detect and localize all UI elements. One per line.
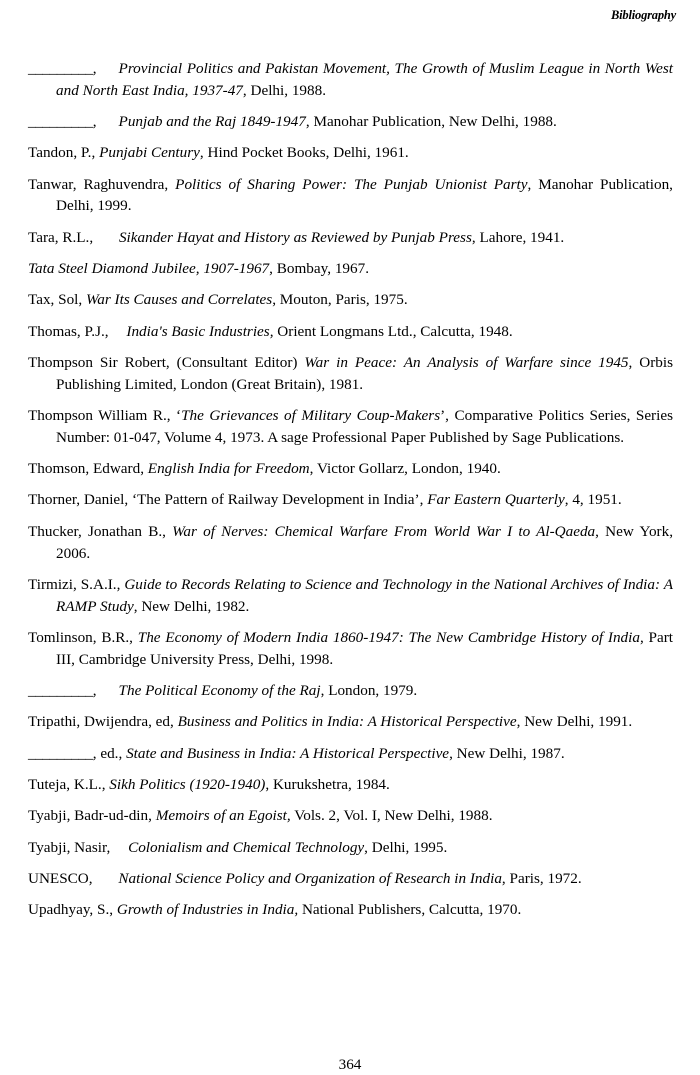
entry-author: Tara, R.L., xyxy=(28,228,97,246)
entry-tail: ’, Comparative Politics Series, Series Number: 01-047, Volume 4, 1973. A sage Professional Paper Published by Sage Publications. xyxy=(56,407,673,446)
entry-title: The Grievances of Military Coup-Makers xyxy=(181,407,441,425)
entry-author: Tripathi, Dwijendra, ed, xyxy=(28,713,178,731)
bibliography-entry xyxy=(28,174,673,218)
entry-tail: , Delhi, 1995. xyxy=(364,838,448,856)
bibliography-entry xyxy=(28,352,673,396)
entry-author: Tomlinson, B.R., xyxy=(28,628,138,646)
bibliography-entry xyxy=(28,227,673,249)
entry-tail: , Orbis Publishing Limited, London (Great Britain), 1981. xyxy=(56,353,674,393)
entry-title: Politics of Sharing Power: The Punjab Unionist Party xyxy=(175,175,528,193)
entry-author: Thucker, Jonathan B., xyxy=(28,522,173,540)
entry-lead: , ed., xyxy=(92,744,123,762)
entry-title: Business and Politics in India: A Historical Perspective xyxy=(177,713,517,731)
entry-lead: , xyxy=(92,113,97,131)
bibliography-entry xyxy=(28,743,673,765)
entry-tail: , New York, 2006. xyxy=(56,522,673,562)
bibliography-entry xyxy=(28,405,673,449)
author-blank: _________ xyxy=(28,60,93,77)
entry-title: Memoirs of an Egoist, xyxy=(155,807,291,825)
entry-title: War in Peace: An Analysis of Warfare since 1945 xyxy=(304,353,629,371)
bibliography-entry xyxy=(28,458,673,480)
bibliography-entry xyxy=(28,58,673,102)
entry-title: The Political Economy of the Raj xyxy=(118,682,321,700)
entry-tail: , Victor Gollarz, London, 1940. xyxy=(309,460,501,478)
entry-author: UNESCO, xyxy=(28,869,97,887)
entry-tail: , Part III, Cambridge University Press, Delhi, 1998. xyxy=(56,628,674,668)
bibliography-entry xyxy=(28,289,673,311)
entry-author: Thomas, P.J., xyxy=(28,322,113,340)
entry-tail: , Mouton, Paris, 1975. xyxy=(272,291,408,309)
entry-title: India's Basic Industries, xyxy=(126,322,274,340)
page-number: 364 xyxy=(338,1056,362,1073)
entry-author: Tax, Sol, xyxy=(28,291,86,309)
entry-author: Thomson, Edward, xyxy=(28,460,148,478)
entry-author: Thompson William R., ‘ xyxy=(28,407,182,425)
bibliography-entry xyxy=(28,680,673,702)
entry-tail: , Kurukshetra, 1984. xyxy=(265,775,390,793)
entry-title: State and Business in India: A Historical Perspective xyxy=(126,744,450,762)
entry-title: Punjabi Century xyxy=(99,144,200,162)
author-blank: _________ xyxy=(28,744,93,762)
bibliography-entry-list xyxy=(28,58,673,930)
running-head-bibliography: Bibliography xyxy=(611,8,676,22)
bibliography-entry xyxy=(28,774,673,796)
bibliography-entry xyxy=(28,627,673,671)
entry-tail: , Manohar Publication, Delhi, 1999. xyxy=(56,175,673,215)
entry-tail: , Hind Pocket Books, Delhi, 1961. xyxy=(199,144,409,162)
entry-title: Guide to Records Relating to Science and Technology in the National Archives of India: A RAMP Study xyxy=(56,575,673,615)
bibliography-entry xyxy=(28,321,673,343)
entry-title: Provincial Politics and Pakistan Movement, The Growth of Muslim League in North West and North East India, 1937-47 xyxy=(56,60,673,99)
entry-title: Tata Steel Diamond Jubilee, 1907-1967 xyxy=(28,260,270,278)
bibliography-entry xyxy=(28,521,673,565)
entry-tail: National Publishers, Calcutta, 1970. xyxy=(298,901,522,919)
entry-title: English India for Freedom xyxy=(147,460,310,478)
entry-title: The Economy of Modern India 1860-1947: The New Cambridge History of India xyxy=(137,628,640,646)
entry-author: Upadhyay, S., xyxy=(28,901,117,919)
entry-title: War of Nerves: Chemical Warfare From World War I to Al-Qaeda xyxy=(172,522,596,540)
entry-tail: , Lahore, 1941. xyxy=(471,228,565,246)
entry-title: Far Eastern Quarterly xyxy=(427,491,565,509)
entry-tail: , Paris, 1972. xyxy=(501,869,582,887)
entry-title: War Its Causes and Correlates xyxy=(86,291,273,309)
bibliography-entry xyxy=(28,111,673,133)
entry-author: Thorner, Daniel, ‘The Pattern of Railway Development in India’, xyxy=(28,491,428,509)
author-blank: _________ xyxy=(28,682,93,700)
entry-author: Thompson Sir Robert, (Consultant Editor) xyxy=(28,353,305,371)
entry-author: Tyabji, Nasir, xyxy=(28,838,115,856)
entry-title: Sikander Hayat and History as Reviewed by Punjab Press xyxy=(118,228,472,246)
bibliography-entry xyxy=(28,805,673,827)
entry-title: National Science Policy and Organization of Research in India xyxy=(118,869,502,887)
entry-author: Tandon, P., xyxy=(28,144,100,162)
entry-tail: , New Delhi, 1991. xyxy=(516,713,633,731)
bibliography-entry xyxy=(28,574,673,618)
bibliography-entry xyxy=(28,837,673,859)
entry-title: Growth of Industries in India, xyxy=(116,901,299,919)
entry-lead: , xyxy=(92,682,97,700)
entry-title: Sikh Politics (1920-1940) xyxy=(109,775,266,793)
entry-tail: Vols. 2, Vol. I, New Delhi, 1988. xyxy=(290,807,493,825)
entry-author: Tanwar, Raghuvendra, xyxy=(28,175,176,193)
entry-tail: , Delhi, 1988. xyxy=(242,81,327,99)
bibliography-entry xyxy=(28,489,673,511)
bibliography-entry xyxy=(28,899,673,921)
entry-title: Punjab and the Raj 1849-1947 xyxy=(118,113,306,131)
entry-tail: , New Delhi, 1982. xyxy=(133,597,250,615)
entry-tail: Orient Longmans Ltd., Calcutta, 1948. xyxy=(273,322,513,340)
entry-lead: , xyxy=(92,60,97,77)
bibliography-entry xyxy=(28,711,673,733)
entry-author: Tirmizi, S.A.I., xyxy=(28,575,125,593)
bibliography-entry xyxy=(28,258,673,280)
entry-author: Tyabji, Badr-ud-din, xyxy=(28,807,156,825)
entry-tail: , 4, 1951. xyxy=(564,491,622,509)
bibliography-entry xyxy=(28,868,673,890)
entry-tail: , New Delhi, 1987. xyxy=(449,744,565,762)
bibliography-entry xyxy=(28,142,673,164)
entry-tail: , London, 1979. xyxy=(320,682,418,700)
entry-author: Tuteja, K.L., xyxy=(28,775,110,793)
entry-tail: , Bombay, 1967. xyxy=(269,260,369,278)
entry-tail: , Manohar Publication, New Delhi, 1988. xyxy=(305,113,557,131)
entry-title: Colonialism and Chemical Technology xyxy=(128,838,365,856)
author-blank: _________ xyxy=(28,113,93,131)
